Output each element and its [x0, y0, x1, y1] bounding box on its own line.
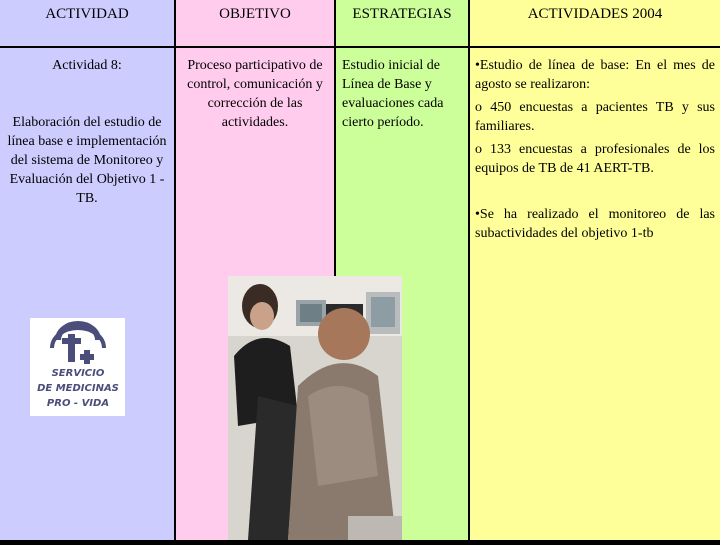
estrategias-text: Estudio inicial de Línea de Base y evaluaciones cada cierto período. [342, 58, 444, 130]
actividades-bullet-2: o 133 encuestas a profesionales de los equipos de TB de 41 AERT-TB. [475, 142, 715, 176]
pro-vida-emblem-icon [30, 318, 125, 416]
pro-vida-logo [30, 318, 125, 416]
actividad-number: Actividad 8: [52, 58, 122, 73]
actividades-paragraph-2: •Se ha realizado el monitoreo de las subactividades del objetivo 1-tb [475, 207, 715, 241]
logo-line-3: PRO - VIDA [46, 398, 110, 409]
header-estrategias: ESTRATEGIAS [336, 0, 468, 48]
computer-users-photo [228, 276, 402, 540]
logo-line-1: SERVICIO [51, 368, 105, 379]
actividad-description: Elaboración del estudio de línea base e implementación del sistema de Monitoreo y Evaluación del Objetivo 1 - TB. [7, 115, 167, 206]
objetivo-text: Proceso participativo de control, comunicación y corrección de las actividades. [187, 58, 323, 130]
header-actividad: ACTIVIDAD [0, 0, 174, 48]
column-actividad [0, 0, 174, 540]
logo-line-2: DE MEDICINAS [37, 383, 119, 394]
actividades-paragraph-1: •Estudio de línea de base: En el mes de agosto se realizaron: [475, 58, 715, 92]
header-objetivo: OBJETIVO [176, 0, 334, 48]
header-actividades-2004: ACTIVIDADES 2004 [470, 0, 720, 48]
actividades-bullet-1: o 450 encuestas a pacientes TB y sus familiares. [475, 100, 715, 134]
column-actividades-2004 [470, 0, 720, 540]
